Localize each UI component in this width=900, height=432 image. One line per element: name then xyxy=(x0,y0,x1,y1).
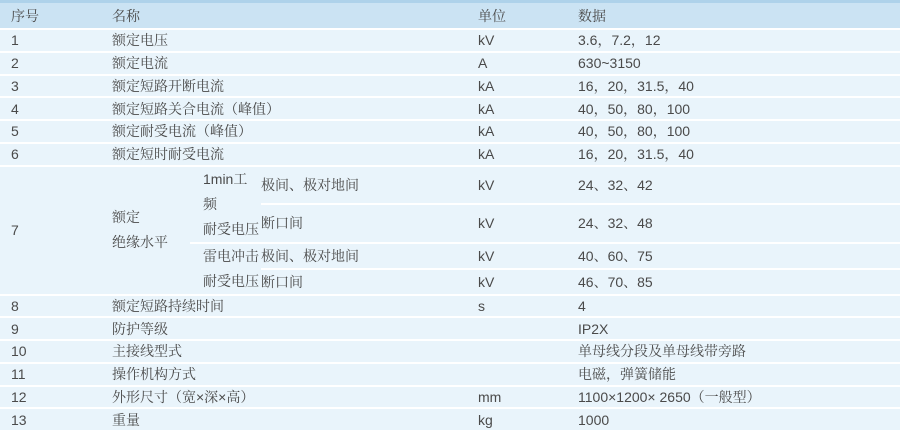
table-row xyxy=(0,409,900,432)
header-cell-unit: 单位 xyxy=(478,7,506,24)
cell-name-line2: 绝缘水平 xyxy=(112,234,168,250)
cell-unit: kV xyxy=(478,215,495,232)
group-label-line2: 耐受电压 xyxy=(203,220,259,237)
table-row xyxy=(0,76,900,99)
cell-data: 1000 xyxy=(578,411,610,428)
header-cell-data: 数据 xyxy=(578,7,606,24)
group-label xyxy=(190,167,261,242)
cell-no: 6 xyxy=(11,146,19,163)
sub-row xyxy=(261,244,900,270)
cell-data: 1100×1200× 2650（一般型） xyxy=(578,388,761,405)
cell-data: 单母线分段及单母线带旁路 xyxy=(578,343,746,360)
table-row xyxy=(0,53,900,76)
cell-no: 1 xyxy=(11,32,19,49)
cell-name: 额定电压 xyxy=(112,32,168,49)
sub-row xyxy=(261,167,900,206)
cell-name xyxy=(96,167,190,294)
table-row xyxy=(0,98,900,121)
cell-no: 13 xyxy=(11,411,27,428)
cell-data: 24、32、48 xyxy=(578,215,653,232)
insulation-group-lightning-impulse xyxy=(190,244,900,294)
group-label-line2: 耐受电压 xyxy=(203,272,259,289)
cell-data: 16，20，31.5，40 xyxy=(578,77,694,94)
cell-unit: kA xyxy=(478,100,495,117)
cell-no: 2 xyxy=(11,55,19,72)
sub-row xyxy=(261,205,900,242)
table-row xyxy=(0,341,900,364)
cell-no: 3 xyxy=(11,77,19,94)
header-cell-no: 序号 xyxy=(11,7,39,24)
cell-data: 40，50，80，100 xyxy=(578,123,691,140)
cell-name: 重量 xyxy=(112,411,140,428)
group-label xyxy=(190,244,261,294)
cell-scope: 断口间 xyxy=(261,273,303,290)
cell-no: 11 xyxy=(11,366,26,383)
table-row xyxy=(0,144,900,167)
table-row xyxy=(0,318,900,341)
cell-data: 电磁，弹簧储能 xyxy=(578,366,676,383)
cell-unit: kV xyxy=(478,273,495,290)
cell-name: 外形尺寸（宽×深×高） xyxy=(112,388,255,405)
cell-name: 额定短路关合电流（峰值） xyxy=(112,100,280,117)
cell-unit: mm xyxy=(478,388,502,405)
insulation-group-power-frequency xyxy=(190,167,900,244)
cell-name: 主接线型式 xyxy=(112,343,182,360)
sub-row xyxy=(261,270,900,294)
cell-scope: 极间、极对地间 xyxy=(261,176,359,193)
cell-data: 630~3150 xyxy=(578,55,641,72)
cell-name-line1: 额定 xyxy=(112,209,140,225)
cell-data: 40，50，80，100 xyxy=(578,100,691,117)
group-subrows xyxy=(261,167,900,242)
cell-name: 额定耐受电流（峰值） xyxy=(112,123,252,140)
group-label-line1: 雷电冲击 xyxy=(203,247,259,264)
table-row xyxy=(0,387,900,410)
cell-name: 额定短时耐受电流 xyxy=(112,146,224,163)
cell-no: 10 xyxy=(11,343,27,360)
cell-data: 24、32、42 xyxy=(578,176,653,193)
cell-unit: kV xyxy=(478,32,495,49)
cell-data: 4 xyxy=(578,297,586,314)
cell-unit: kA xyxy=(478,123,495,140)
header-row xyxy=(0,0,900,30)
insulation-groups xyxy=(190,167,900,294)
cell-unit: kA xyxy=(478,146,495,163)
cell-name: 操作机构方式 xyxy=(112,366,196,383)
cell-scope: 极间、极对地间 xyxy=(261,247,359,264)
table-row xyxy=(0,121,900,144)
cell-unit: kV xyxy=(478,247,495,264)
cell-unit: kA xyxy=(478,77,495,94)
table-row xyxy=(0,364,900,387)
cell-data: 40、60、75 xyxy=(578,247,653,264)
header-cell-name: 名称 xyxy=(112,7,140,24)
cell-no: 5 xyxy=(11,123,19,140)
cell-unit: A xyxy=(478,55,488,72)
cell-name: 额定短路持续时间 xyxy=(112,297,224,314)
cell-unit: kg xyxy=(478,411,493,428)
cell-data: IP2X xyxy=(578,320,609,337)
table-row-insulation-level xyxy=(0,167,900,296)
table-row xyxy=(0,296,900,319)
cell-no: 9 xyxy=(11,320,19,337)
cell-no: 7 xyxy=(11,222,19,238)
group-label-line1: 1min工频 xyxy=(203,170,248,212)
cell-data: 3.6，7.2，12 xyxy=(578,32,661,49)
cell-no: 12 xyxy=(11,388,27,405)
cell-data: 16，20，31.5，40 xyxy=(578,146,694,163)
table-row xyxy=(0,30,900,53)
cell-unit: s xyxy=(478,297,485,314)
cell-unit: kV xyxy=(478,176,495,193)
cell-no: 4 xyxy=(11,100,19,117)
cell-name: 额定电流 xyxy=(112,55,168,72)
cell-name: 防护等级 xyxy=(112,320,168,337)
cell-no: 8 xyxy=(11,297,19,314)
group-subrows xyxy=(261,244,900,294)
cell-name: 额定短路开断电流 xyxy=(112,77,224,94)
cell-data: 46、70、85 xyxy=(578,273,653,290)
cell-scope: 断口间 xyxy=(261,215,303,232)
